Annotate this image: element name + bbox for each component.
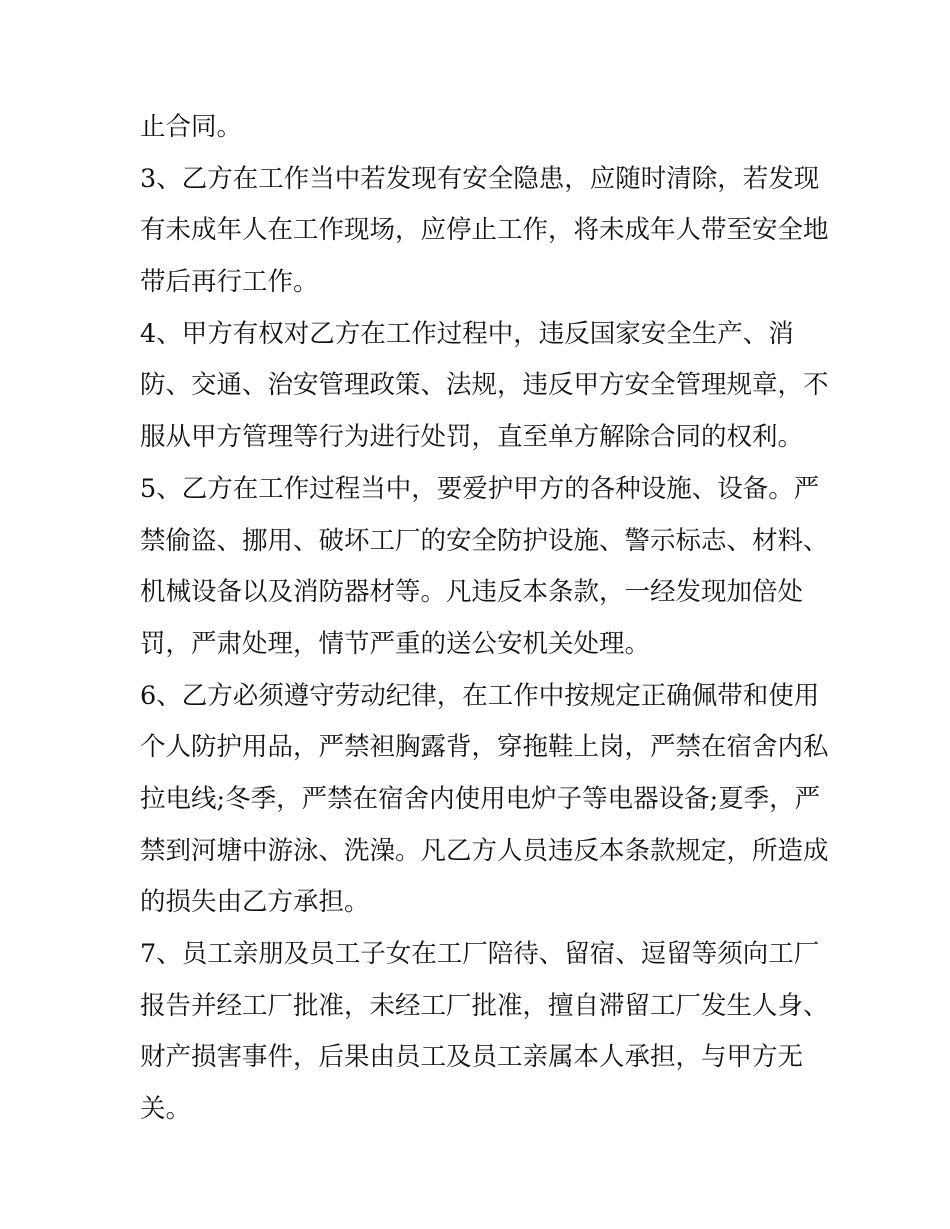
text-line: 服从甲方管理等行为进行处罚，直至单方解除合同的权利。 [140,422,804,453]
text-line: 带后再行工作。 [140,267,319,298]
text-line: 7、员工亲朋及员工子女在工厂陪待、留宿、逗留等须向工厂 [140,939,820,969]
text-line: 3、乙方在工作当中若发现有安全隐患，应随时清除，若发现 [140,163,820,194]
text-line: 6、乙方必须遵守劳动纪律，在工作中按规定正确佩带和使用 [140,680,820,711]
text-line: 拉电线;冬季，严禁在宿舍内使用电炉子等电器设备;夏季，严 [140,783,821,814]
text-line: 机械设备以及消防器材等。凡违反本条款，一经发现加倍处 [140,577,804,608]
text-line: 报告并经工厂批准，未经工厂批准，擅自滞留工厂发生人身、 [140,990,829,1021]
text-line: 财产损害事件，后果由员工及员工亲属本人承担，与甲方无 [140,1042,804,1073]
text-line: 个人防护用品，严禁袒胸露背，穿拖鞋上岗，严禁在宿舍内私 [140,732,829,763]
text-line: 禁偷盗、挪用、破坏工厂的安全防护设施、警示标志、材料、 [140,525,829,556]
text-line: 防、交通、治安管理政策、法规，违反甲方安全管理规章，不 [140,370,829,401]
document-body [140,102,830,1136]
text-line: 5、乙方在工作过程当中，要爱护甲方的各种设施、设备。严 [140,473,820,504]
text-line: 有未成年人在工作现场，应停止工作，将未成年人带至安全地 [140,215,829,246]
text-line: 的损失由乙方承担。 [140,887,370,918]
text-line: 4、甲方有权对乙方在工作过程中，违反国家安全生产、消 [140,318,794,349]
text-line: 禁到河塘中游泳、洗澡。凡乙方人员违反本条款规定，所造成 [140,835,829,866]
text-line: 罚，严肃处理，情节严重的送公安机关处理。 [140,628,651,659]
text-line: 关。 [140,1094,192,1125]
text-line: 止合同。 [140,112,243,142]
